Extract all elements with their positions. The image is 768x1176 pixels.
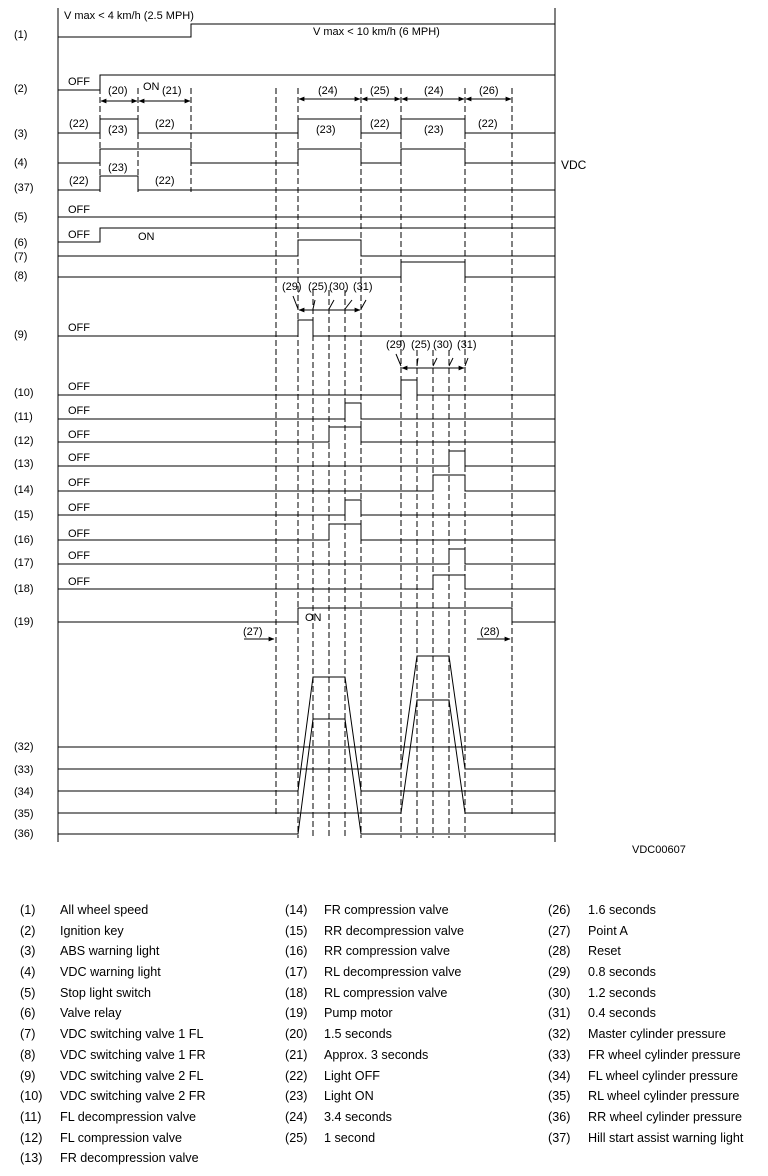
light-on-label: (23) (108, 124, 128, 136)
vdc-sw-1-fr-signal (58, 262, 555, 277)
legend-label: Valve relay (60, 1006, 122, 1021)
row-number: (16) (14, 534, 34, 546)
legend-label: VDC switching valve 1 FL (60, 1027, 204, 1042)
legend-number: (19) (285, 1006, 308, 1021)
legend-label: Approx. 3 seconds (324, 1047, 429, 1062)
row-number: (33) (14, 764, 34, 776)
legend-number: (25) (285, 1130, 308, 1145)
row-number: (34) (14, 786, 34, 798)
row-number: (3) (14, 128, 28, 140)
rl-wheel-pressure (58, 700, 555, 813)
signal-off-label: OFF (68, 405, 90, 417)
legend-number: (15) (285, 923, 308, 938)
legend-number: (11) (20, 1109, 42, 1124)
legend-number: (14) (285, 903, 308, 917)
vdc-sw-2-fl-signal (58, 320, 555, 336)
legend-label: Light OFF (324, 1068, 380, 1083)
rl-decomp-signal (58, 549, 555, 564)
legend-label: 0.8 seconds (588, 965, 656, 980)
signal-off-label: OFF (68, 322, 90, 334)
interval-label-26: (26) (479, 85, 499, 97)
leader-tick (361, 300, 366, 309)
legend-number: (8) (20, 1047, 36, 1062)
signal-off-label: OFF (68, 477, 90, 489)
valve-relay-off-label: OFF (68, 229, 90, 241)
legend-number: (21) (285, 1047, 308, 1062)
legend-label: FL compression valve (60, 1130, 183, 1145)
legend-number: (27) (548, 923, 571, 938)
leader-tick (449, 358, 453, 366)
legend-label: 0.4 seconds (588, 1006, 656, 1021)
legend-number: (3) (20, 944, 36, 959)
signal-off-label: OFF (68, 528, 90, 540)
legend-label: FL decompression valve (60, 1109, 197, 1124)
signal-off-label: OFF (68, 381, 90, 393)
legend-label: FL wheel cylinder pressure (588, 1068, 739, 1083)
legend-label: Reset (588, 944, 621, 959)
figure-code: VDC00607 (632, 844, 686, 856)
legend-label: Point A (588, 923, 628, 938)
legend-number: (1) (20, 903, 36, 917)
light-off-label: (22) (69, 175, 89, 187)
row-number: (17) (14, 557, 34, 569)
light-off-label: (22) (155, 175, 175, 187)
legend-number: (24) (285, 1109, 308, 1124)
vmax-high-label: V max < 10 km/h (6 MPH) (313, 26, 440, 38)
interval-label-31: (31) (457, 339, 477, 351)
leader-tick (345, 300, 352, 309)
pump-on-label: ON (305, 612, 322, 624)
row-number: (5) (14, 211, 28, 223)
legend-number: (16) (285, 944, 308, 959)
vdc-sw-1-fl-signal (58, 240, 555, 256)
legend-label: 1.2 seconds (588, 985, 656, 1000)
legend-label: VDC warning light (60, 965, 161, 980)
vdc-right-label: VDC (561, 158, 587, 172)
row-number: (1) (14, 29, 28, 41)
reset-label: (28) (480, 626, 500, 638)
interval-label-25: (25) (308, 281, 328, 293)
row-number: (4) (14, 157, 28, 169)
light-on-label: (23) (108, 162, 128, 174)
legend-label: RR compression valve (324, 944, 450, 959)
ignition-off-label: OFF (68, 76, 90, 88)
interval-label-30: (30) (329, 281, 349, 293)
legend-number: (36) (548, 1109, 571, 1124)
legend-label: RL compression valve (324, 985, 448, 1000)
rr-comp-signal (58, 524, 555, 540)
legend-number: (32) (548, 1027, 571, 1042)
legend-number: (35) (548, 1089, 571, 1104)
legend-label: RL wheel cylinder pressure (588, 1089, 740, 1104)
legend-label: 3.4 seconds (324, 1109, 392, 1124)
row-number: (12) (14, 435, 34, 447)
legend-number: (33) (548, 1047, 571, 1062)
light-on-label: (23) (424, 124, 444, 136)
leader-tick (396, 354, 401, 366)
leader-tick (329, 300, 334, 309)
interval-label-29: (29) (386, 339, 406, 351)
legend-label: All wheel speed (60, 903, 149, 917)
light-off-label: (22) (69, 118, 89, 130)
row-number: (18) (14, 583, 34, 595)
rl-comp-signal (58, 575, 555, 589)
fl-comp-signal (58, 427, 555, 442)
light-on-label: (23) (316, 124, 336, 136)
legend-number: (22) (285, 1068, 308, 1083)
legend-label: RL decompression valve (324, 965, 462, 980)
row-number: (19) (14, 616, 34, 628)
valve-relay-on-label: ON (138, 231, 155, 243)
point-a-label: (27) (243, 626, 263, 638)
legend-label: ABS warning light (60, 944, 160, 959)
fr-decomp-signal (58, 451, 555, 466)
legend-number: (37) (548, 1130, 571, 1145)
interval-label-25: (25) (411, 339, 431, 351)
legend-label: Hill start assist warning light (588, 1130, 744, 1145)
hill-start-signal (58, 176, 555, 190)
light-off-label: (22) (478, 118, 498, 130)
interval-label-24b: (24) (424, 85, 444, 97)
interval-label-25: (25) (370, 85, 390, 97)
vmax-low-label: V max < 4 km/h (2.5 MPH) (64, 10, 194, 22)
row-number: (6) (14, 237, 28, 249)
leader-tick (293, 296, 298, 309)
legend-number: (2) (20, 923, 36, 938)
legend-number: (31) (548, 1006, 571, 1021)
row-number: (35) (14, 808, 34, 820)
signal-off-label: OFF (68, 550, 90, 562)
fr-comp-signal (58, 475, 555, 491)
fl-wheel-pressure (58, 677, 555, 791)
legend-label: RR wheel cylinder pressure (588, 1109, 742, 1124)
row-number: (32) (14, 741, 34, 753)
legend-label: 1.6 seconds (588, 903, 656, 917)
legend-number: (6) (20, 1006, 36, 1021)
row-number: (10) (14, 387, 34, 399)
legend-number: (4) (20, 965, 36, 980)
legend-label: Ignition key (60, 923, 124, 938)
vdc-warning-signal (58, 149, 555, 163)
row-number: (13) (14, 458, 34, 470)
legend-label: 1 second (324, 1130, 376, 1145)
row-number: (7) (14, 251, 28, 263)
signal-off-label: OFF (68, 429, 90, 441)
legend-label: 1.5 seconds (324, 1027, 392, 1042)
legend-label: FR wheel cylinder pressure (588, 1047, 741, 1062)
interval-label-30: (30) (433, 339, 453, 351)
fl-decomp-signal (58, 403, 555, 419)
legend-number: (30) (548, 985, 571, 1000)
row-number: (14) (14, 484, 34, 496)
legend-label: Light ON (324, 1089, 374, 1104)
interval-label-21: (21) (162, 85, 182, 97)
legend-number: (23) (285, 1089, 308, 1104)
legend-number: (12) (20, 1130, 43, 1145)
row-number: (8) (14, 270, 28, 282)
interval-label-29: (29) (282, 281, 302, 293)
fr-wheel-pressure (58, 656, 555, 769)
interval-label-24a: (24) (318, 85, 338, 97)
row-number: (11) (14, 411, 33, 423)
row-number: (15) (14, 509, 34, 521)
legend-number: (20) (285, 1027, 308, 1042)
legend-number: (17) (285, 965, 308, 980)
rr-wheel-pressure (58, 719, 555, 834)
interval-label-31: (31) (353, 281, 373, 293)
legend-label: RR decompression valve (324, 923, 464, 938)
legend-number: (29) (548, 965, 571, 980)
signal-off-label: OFF (68, 576, 90, 588)
ignition-on-label: ON (143, 81, 160, 93)
light-off-label: (22) (155, 118, 175, 130)
legend-number: (10) (20, 1089, 43, 1104)
legend-number: (9) (20, 1068, 36, 1083)
light-off-label: (22) (370, 118, 390, 130)
row-number: (37) (14, 182, 34, 194)
legend-label: FR decompression valve (60, 1151, 199, 1166)
legend-number: (13) (20, 1151, 43, 1166)
stop-light-off-label: OFF (68, 204, 90, 216)
legend-number: (34) (548, 1068, 571, 1083)
leader-tick (433, 358, 437, 366)
legend-label: FR compression valve (324, 903, 449, 917)
legend-number: (26) (548, 903, 571, 917)
row-number: (2) (14, 83, 28, 95)
rr-decomp-signal (58, 500, 555, 515)
legend-number: (28) (548, 944, 571, 959)
interval-label-20: (20) (108, 85, 128, 97)
signal-off-label: OFF (68, 502, 90, 514)
legend-label: VDC switching valve 2 FL (60, 1068, 204, 1083)
legend-number: (18) (285, 985, 308, 1000)
legend-number: (7) (20, 1027, 36, 1042)
signal-off-label: OFF (68, 452, 90, 464)
legend-number: (5) (20, 985, 36, 1000)
vdc-sw-2-fr-signal (58, 380, 555, 395)
legend-label: Master cylinder pressure (588, 1027, 726, 1042)
wheel-speed-signal (58, 24, 555, 37)
row-number: (36) (14, 828, 34, 840)
row-number: (9) (14, 329, 28, 341)
legend-label: VDC switching valve 1 FR (60, 1047, 206, 1062)
legend-label: Pump motor (324, 1006, 393, 1021)
legend-label: VDC switching valve 2 FR (60, 1089, 206, 1104)
legend-label: Stop light switch (60, 985, 151, 1000)
